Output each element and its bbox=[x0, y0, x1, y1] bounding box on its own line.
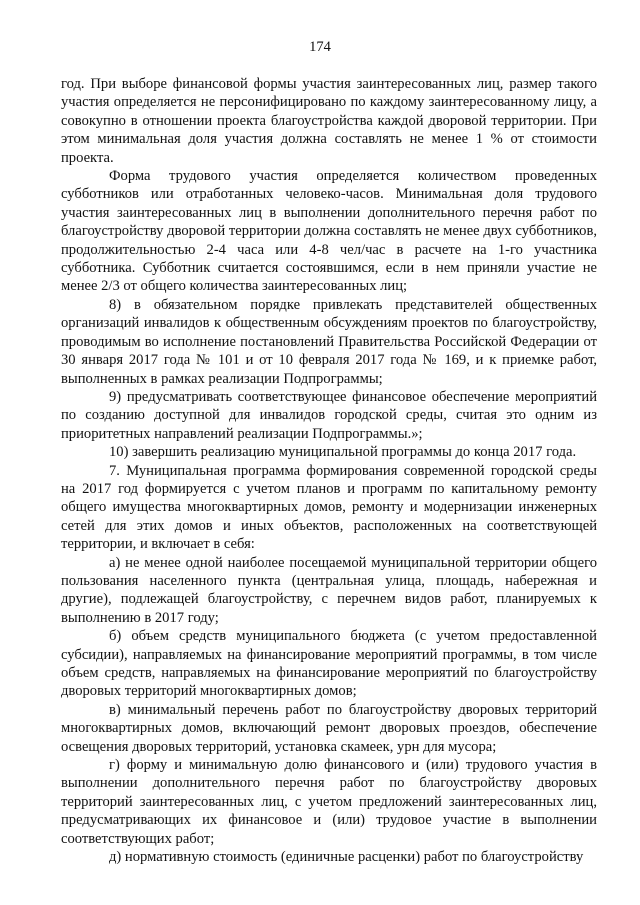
paragraph-item-v: в) минимальный перечень работ по благоустройству дворовых территорий многоквартирных домов, включающий ремонт дворовых проездов, обеспечение освещения дворовых территорий, установка скамеек, урн для мусора; bbox=[61, 701, 597, 755]
paragraph-item-a: а) не менее одной наиболее посещаемой муниципальной территории общего пользования населенного пункта (центральная улица, площадь, набережная и другие), подлежащей благоустройству, с перечнем видов работ, планируемых к выполнению в 2017 году; bbox=[61, 554, 597, 626]
paragraph-section-7: 7. Муниципальная программа формирования современной городской среды на 2017 год формируется с учетом планов и программ по капитальному ремонту общего имущества многоквартирных домов, ремонту и модернизации инженерных сетей для этих домов и иных объектов, расположенных на соответствующей территории, и включает в себя: bbox=[61, 462, 597, 553]
paragraph-item-d: д) нормативную стоимость (единичные расценки) работ по благоустройству bbox=[109, 849, 584, 866]
paragraph-item-b: б) объем средств муниципального бюджета (с учетом предоставленной субсидии), направляемых на финансирование мероприятий программы, в том числе объем средств, направляемых на финансирование мероприятий по благоустройству дворовых территорий многоквартирных домов; bbox=[61, 628, 597, 700]
paragraph-labor-participation: Форма трудового участия определяется количеством проведенных субботников или отработанных человеко-часов. Минимальная доля трудового участия заинтересованных лиц в выполнении дополнительного перечня работ по благоустройству дворовой территории должна составлять не менее двух субботников, продолжительностью 2-4 часа или 4-8 чел/час в расчете на 1-го участника субботника. Субботник считается состоявшимся, если в нем приняли участие не менее 2/3 от общего количества заинтересованных лиц; bbox=[61, 168, 597, 295]
paragraph-item-8: 8) в обязательном порядке привлекать представителей общественных организаций инвалидов к общественным обсуждениям проектов по благоустройству, проводимым во исполнение постановлений Правительства Российской Федерации от 30 января 2017 года № 101 и от 10 февраля 2017 года № 169, и к приемке работ, выполненных в рамках реализации Подпрограммы; bbox=[61, 296, 597, 387]
paragraph-item-10: 10) завершить реализацию муниципальной программы до конца 2017 года. bbox=[109, 444, 577, 461]
body-text bbox=[61, 75, 597, 866]
page-number: 174 bbox=[309, 39, 331, 55]
paragraph-item-9: 9) предусматривать соответствующее финансовое обеспечение мероприятий по созданию доступной для инвалидов городской среды, считая это одним из приоритетных направлений реализации Подпрограммы.»; bbox=[61, 388, 597, 442]
paragraph-item-g: г) форму и минимальную долю финансового и (или) трудового участия в выполнении дополнительного перечня работ по благоустройству дворовых территорий заинтересованных лиц, с учетом предложений заинтересованных лиц, предусматривающих их финансовое и (или) трудовое участие в выполнении соответствующих работ; bbox=[61, 757, 597, 847]
paragraph-continuation: год. При выборе финансовой формы участия заинтересованных лиц, размер такого участия определяется не персонифицировано по каждому заинтересованному лицу, а совокупно в отношении проекта благоустройства каждой дворовой территории. При этом минимальная доля участия должна составлять не менее 1 % от стоимости проекта. bbox=[61, 76, 597, 166]
